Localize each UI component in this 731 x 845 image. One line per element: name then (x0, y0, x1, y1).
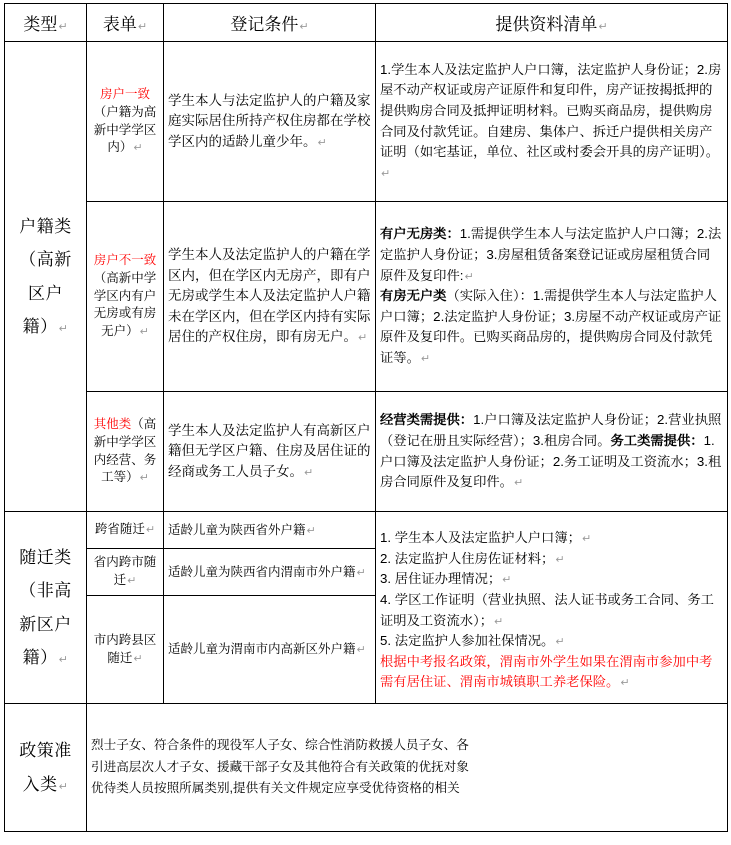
enrollment-requirements-table (4, 3, 728, 832)
list-text: 法定监护人参加社保情况。 (394, 633, 555, 649)
header-materials-label: 提供资料清单 (495, 15, 598, 34)
category-line: （高新 (19, 250, 72, 270)
materials-list-item (380, 590, 723, 631)
list-number: 1. (380, 530, 392, 546)
condition-text: 适龄儿童为渭南市内高新区外户籍 (168, 642, 356, 657)
paragraph-mark-icon: ↵ (299, 20, 309, 33)
condition-cell-same-house-household (164, 42, 376, 202)
category-cell-policy (5, 704, 87, 832)
paragraph-mark-icon: ↵ (420, 352, 431, 366)
header-type-label: 类型 (23, 15, 58, 34)
form-label: 市内跨县区随迁 (93, 632, 157, 665)
materials-cell-same-house-household (376, 42, 728, 202)
paragraph-mark-icon: ↵ (513, 476, 524, 490)
paragraph-mark-icon: ↵ (58, 779, 69, 793)
paragraph-mark-icon: ↵ (598, 20, 608, 33)
condition-text: 适龄儿童为陕西省内渭南市外户籍 (168, 564, 356, 579)
table-row (5, 392, 728, 512)
condition-text: 学生本人与法定监护人的户籍及家庭实际居住所持产权住房都在学校学区内的适龄儿童少年。 (168, 92, 371, 149)
form-label-red: 房户一致 (99, 87, 150, 101)
category-line: 新区户 (19, 614, 72, 634)
paragraph-mark-icon: ↵ (58, 652, 69, 666)
paragraph-mark-icon: ↵ (620, 676, 630, 690)
policy-merged-cell (87, 704, 728, 832)
paragraph-mark-icon: ↵ (58, 20, 68, 33)
condition-cell-mismatch (164, 202, 376, 392)
paragraph-mark-icon: ↵ (464, 269, 474, 283)
list-number: 4. (380, 591, 392, 607)
paragraph-mark-icon: ↵ (58, 321, 69, 335)
paragraph-mark-icon: ↵ (356, 643, 366, 657)
condition-cell-intra-city (164, 596, 376, 704)
condition-text: 适龄儿童为陕西省外户籍 (168, 522, 306, 537)
category-line: 入类↵ (22, 774, 69, 794)
header-cell-condition (164, 4, 376, 42)
list-text: 学区工作证明（营业执照、法人证书或务工合同、务工证明及工资流水）； (380, 591, 714, 628)
cell-bottom-spacer (91, 800, 723, 826)
materials-list-item (380, 549, 723, 570)
paragraph-mark-icon: ↵ (555, 552, 565, 566)
cell-top-spacer (91, 709, 723, 735)
policy-line: 优待类人员按照所属类别,提供有关文件规定应享受优待资格的相关 (91, 781, 460, 796)
table-row (5, 42, 728, 202)
materials-heading: 有房无户类 (380, 288, 447, 304)
paragraph-mark-icon: ↵ (304, 465, 314, 479)
policy-text-clipped (91, 735, 503, 800)
form-cell-cross-province (87, 512, 164, 549)
table-row (5, 704, 728, 832)
materials-cell-migrant (376, 512, 728, 704)
category-line: 区户 (28, 283, 63, 303)
category-cell-migrant (5, 512, 87, 704)
materials-cell-other (376, 392, 728, 512)
materials-heading: 有户无房类： (380, 226, 460, 242)
policy-line: 引进高层次人才子女、援藏干部子女及其他符合有关政策的优抚对象 (91, 759, 469, 774)
paragraph-mark-icon: ↵ (145, 523, 156, 537)
category-line: 籍）↵ (22, 647, 69, 667)
paragraph-mark-icon: ↵ (555, 635, 565, 649)
paragraph-mark-icon: ↵ (581, 532, 592, 546)
paragraph-mark-icon: ↵ (139, 325, 149, 339)
materials-body-labor: 1.户口簿及法定监护人身份证；2.务工证明及工资流水；3.租房合同原件及复印件。 (380, 432, 722, 490)
materials-note-red (380, 652, 723, 693)
materials-heading-tail: （实际入住）： (446, 288, 533, 304)
form-label-black: （高新中学学区内经营、务工等） (93, 417, 157, 485)
paragraph-mark-icon: ↵ (133, 141, 143, 155)
paragraph-mark-icon: ↵ (358, 331, 368, 345)
form-cell-same-house-household (87, 42, 164, 202)
form-label: 省内跨市随迁 (93, 555, 157, 587)
condition-text: 学生本人及法定监护人的户籍在学区内，但在学区内无房产，即有户无房或学生本人及法定监护人户籍未在学区内，但在学区内持有实际居住的产权住房，即有房无户。 (168, 247, 371, 345)
materials-cell-mismatch (376, 202, 728, 392)
table-header-row (5, 4, 728, 42)
paragraph-mark-icon: ↵ (139, 471, 149, 485)
category-line: 政策准 (19, 741, 72, 761)
materials-heading-business: 经营类需提供： (380, 412, 474, 428)
form-label-red: 其他类 (93, 417, 132, 431)
form-cell-intra-province (87, 549, 164, 596)
materials-group-no-house (380, 224, 723, 286)
header-cell-materials (376, 4, 728, 42)
list-text: 学生本人及法定监护人户口簿； (394, 530, 581, 546)
paragraph-mark-icon: ↵ (127, 574, 137, 587)
materials-list-item (380, 631, 723, 652)
header-condition-label: 登记条件 (230, 15, 299, 34)
materials-text: 1.学生本人及法定监护人户口簿，法定监护人身份证；2.房屋不动产权证或房产证原件和复印件，房产证按揭抵押的提供购房合同及抵押证明材料。已购买商品房，提供购房合同及付款凭证。自建房、集体户、拆迁户提供相关房产证明（如宅基证，单位、社区或村委会开具的房产证明）。 (380, 61, 722, 160)
materials-list-item (380, 569, 723, 590)
materials-body: 1.需提供学生本人与法定监护人户口簿；2.法定监护人身份证；3.房屋租赁备案登记证或房屋租赁合同原件及复印件: (380, 226, 722, 283)
form-label-red: 房户不一致 (93, 253, 157, 268)
paragraph-mark-icon: ↵ (137, 20, 148, 33)
form-cell-other (87, 392, 164, 512)
form-cell-intra-city (87, 596, 164, 704)
header-form-label: 表单 (102, 15, 137, 34)
category-line: 户籍类 (19, 217, 72, 237)
condition-cell-cross-province (164, 512, 376, 549)
materials-heading-labor: 务工类需提供： (610, 432, 704, 448)
materials-list-item (380, 528, 723, 549)
table-row (5, 512, 728, 549)
paragraph-mark-icon: ↵ (306, 523, 316, 537)
header-cell-form (87, 4, 164, 42)
paragraph-mark-icon: ↵ (502, 573, 512, 587)
materials-body: 1.需提供学生本人与法定监护人户口簿；2.法定监护人身份证；3.房屋不动产权证或房产证原件及复印件。已购买商品房的，提供购房合同及付款凭证等。 (380, 288, 722, 366)
form-label-black: （高新中学学区内有户无房或有房无户） (93, 270, 157, 339)
list-text: 法定监护人住房佐证材料； (394, 550, 555, 566)
category-line: （非高 (19, 581, 72, 601)
form-cell-mismatch (87, 202, 164, 392)
category-line: 随迁类 (19, 548, 72, 568)
materials-group-no-household (380, 286, 723, 368)
paragraph-mark-icon: ↵ (133, 651, 143, 665)
paragraph-mark-icon: ↵ (494, 614, 504, 628)
form-label-black: （户籍为高新中学学区内） (93, 104, 157, 155)
list-number: 2. (380, 550, 392, 566)
header-cell-type (5, 4, 87, 42)
form-label: 跨省随迁 (94, 522, 145, 537)
policy-line: 烈士子女、符合条件的现役军人子女、综合性消防救援人员子女、各 (91, 738, 469, 753)
category-cell-household (5, 42, 87, 512)
materials-body-business: 1.户口簿及法定监护人身份证；2.营业执照（登记在册且实际经营）；3.租房合同。 (380, 412, 722, 448)
table-row (5, 202, 728, 392)
note-text: 根据中考报名政策，渭南市外学生如果在渭南市参加中考需有居住证、渭南市城镇职工养老保险。 (380, 653, 713, 690)
list-number: 5. (380, 633, 392, 649)
category-line: 籍）↵ (22, 316, 69, 336)
condition-cell-other (164, 392, 376, 512)
paragraph-mark-icon: ↵ (356, 565, 366, 579)
condition-text: 学生本人及法定监护人有高新区户籍但无学区户籍、住房及居住证的经商或务工人员子女。 (168, 422, 371, 479)
paragraph-mark-icon: ↵ (381, 166, 391, 180)
condition-cell-intra-province (164, 549, 376, 596)
paragraph-mark-icon: ↵ (317, 135, 327, 149)
list-text: 居住证办理情况； (394, 571, 502, 587)
list-number: 3. (380, 571, 392, 587)
